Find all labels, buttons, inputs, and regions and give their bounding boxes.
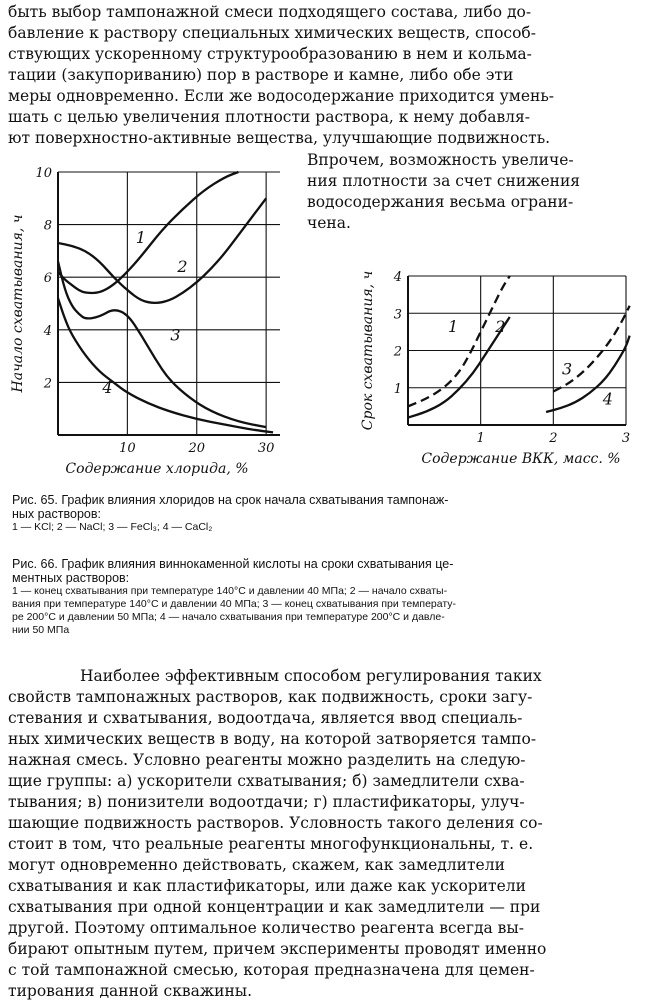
text-line: Впрочем, возможность увеличе- [307, 151, 574, 169]
y-axis-label: Начало схватывания, ч [10, 214, 26, 393]
text-line: чена. [307, 214, 351, 232]
caption-fig65 [12, 493, 637, 534]
text-line: схватывания и как пластификаторы, или даже как ускорители [8, 877, 526, 895]
caption-legend-line: вания при температуре 140°С и давлении 40 МПа; 3 — конец схватывания при температу- [12, 598, 457, 610]
chart-fig66 [340, 262, 640, 482]
text-line: стевания и схватывания, водоотдача, является ввод специаль- [8, 709, 523, 727]
series-label-4: 4 [102, 377, 113, 397]
series-label-3: 3 [170, 325, 181, 345]
y-tick-label: 6 [43, 271, 52, 287]
text-line: бавление к раствору специальных химических веществ, способ- [8, 24, 536, 42]
text-line: бирают опытным путем, причем эксперименты проводят именно [8, 940, 547, 958]
caption-legend-line: 1 — конец схватывания при температуре 140°С и давлении 40 МПа; 2 — начало схваты- [12, 585, 448, 597]
text-line: схватывания при одной концентрации и как замедлители — при [8, 898, 541, 916]
text-line: тирования данной скважины. [8, 982, 253, 1000]
y-tick-label: 2 [43, 376, 52, 392]
series-label-1: 1 [447, 316, 459, 336]
x-tick-label: 3 [621, 431, 631, 446]
x-axis-label: Содержание хлорида, % [65, 461, 249, 477]
caption-line: ных растворов: [12, 507, 101, 521]
y-tick-label: 10 [35, 166, 52, 181]
series-label-3: 3 [562, 359, 573, 379]
series-line-2 [58, 198, 266, 303]
paragraph-side [307, 150, 632, 234]
text-line: щие группы: а) ускорители схватывания; б) замедлители схва- [8, 772, 525, 790]
y-axis-label: Срок схватывания, ч [360, 270, 376, 431]
text-line: ствующих ускоренному структурообразованию в нем и кольма- [8, 45, 532, 63]
text-line: быть выбор тампонажной смеси подходящего состава, либо до- [8, 3, 532, 21]
x-axis-label: Содержание ВКК, масс. % [421, 451, 621, 467]
caption-legend-line: ре 200°С и давлении 50 МПа; 4 — начало схватывания при температуре 200°С и давле- [12, 611, 445, 623]
caption-legend: 1 — KCl; 2 — NaCl; 3 — FeCl₃; 4 — CaCl₂ [12, 521, 213, 533]
series-label-2: 2 [495, 316, 506, 336]
text-line: ют поверхностно-активные вещества, улучшающие подвижность. [8, 129, 551, 147]
caption-legend-line: нии 50 МПа [12, 624, 70, 636]
series-label-4: 4 [602, 389, 613, 409]
text-line: тации (закупориванию) пор в растворе и камне, либо обе эти [8, 66, 514, 84]
text-line: ния плотности за счет снижения [307, 172, 581, 190]
text-line: меры одновременно. Если же водосодержание приходится умень- [8, 87, 555, 105]
y-tick-label: 1 [393, 381, 402, 397]
text-line: ных химических веществ в воду, на которой затворяется тампо- [8, 730, 537, 748]
caption-line: ментных растворов: [12, 571, 130, 585]
series-label-1: 1 [135, 228, 146, 248]
paragraph-top [8, 2, 640, 149]
text-line: свойств тампонажных растворов, как подвижность, сроки загу- [8, 688, 533, 706]
text-line: водосодержания весьма ограни- [307, 193, 574, 211]
x-tick-label: 10 [119, 441, 136, 456]
text-line: шающие подвижность растворов. Условность такого деления со- [8, 814, 543, 832]
y-tick-label: 2 [393, 344, 402, 360]
series-line-3 [58, 261, 266, 427]
series-label-2: 2 [177, 256, 188, 276]
text-line: тывания; в) понизители водоотдачи; г) пластификаторы, улуч- [8, 793, 525, 811]
x-tick-label: 2 [549, 431, 558, 446]
text-line: Наиболее эффективным способом регулирования таких [80, 667, 542, 685]
y-tick-label: 4 [393, 270, 402, 285]
text-line: стоит в том, что реальные реагенты многофункциональны, т. е. [8, 835, 534, 853]
text-line: другой. Поэтому оптимальное количество реагента всегда вы- [8, 919, 524, 937]
caption-fig66 [12, 557, 637, 637]
x-tick-label: 30 [257, 441, 275, 456]
paragraph-bottom [8, 666, 640, 1002]
caption-line: Рис. 66. График влияния виннокаменной кислоты на сроки схватывания це- [12, 557, 454, 571]
x-tick-label: 1 [476, 431, 485, 446]
text-line: шать с целью увеличения плотности раствора, к нему добавля- [8, 108, 531, 126]
caption-line: Рис. 65. График влияния хлоридов на срок начала схватывания тампонаж- [12, 493, 449, 507]
chart-fig65 [0, 160, 300, 480]
text-line: могут одновременно действовать, скажем, как замедлители [8, 856, 505, 874]
series-line-1 [58, 172, 238, 293]
y-tick-label: 4 [43, 323, 52, 339]
y-tick-label: 3 [393, 307, 402, 323]
x-tick-label: 20 [188, 441, 206, 456]
text-line: с той тампонажной смесью, которая предназначена для цемен- [8, 961, 535, 979]
y-tick-label: 8 [43, 218, 52, 234]
series-line-4 [546, 336, 630, 412]
text-line: нажная смесь. Условно реагенты можно разделить на следую- [8, 751, 526, 769]
